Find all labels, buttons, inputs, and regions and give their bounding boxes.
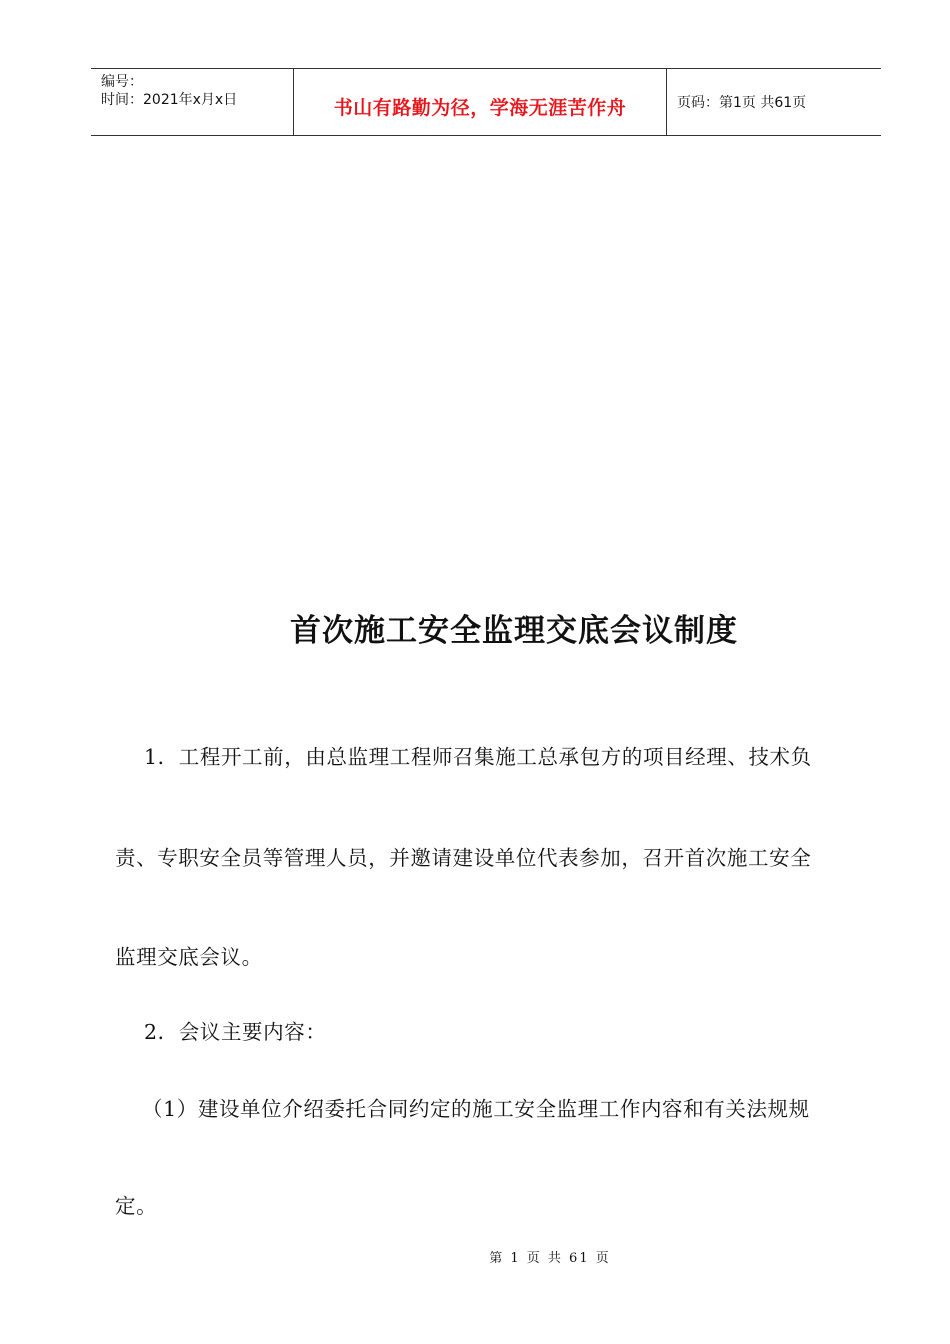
paragraph-line: （1）建设单位介绍委托合同约定的施工安全监理工作内容和有关法规规 [142,1097,810,1121]
page-code-label: 页码：第1页 共61页 [677,95,807,111]
header-page-cell [667,69,881,135]
paragraph-line: 责、专职安全员等管理人员，并邀请建设单位代表参加，召开首次施工安全 [115,846,812,870]
paragraph-line: 定。 [115,1194,158,1218]
date-label: 时间：2021年x月x日 [101,92,238,108]
header-motto-cell [293,69,667,135]
header-info-cell [91,69,293,135]
paragraph-line: 监理交底会议。 [115,945,263,969]
paragraph-line: 1．工程开工前，由总监理工程师召集施工总承包方的项目经理、技术负 [144,745,812,769]
page-header [91,68,881,136]
paragraph-line: 2．会议主要内容： [144,1020,327,1044]
motto-text: 书山有路勤为径，学海无涯苦作舟 [333,97,627,119]
document-title: 首次施工安全监理交底会议制度 [290,613,738,649]
serial-number-label: 编号： [101,74,143,90]
page-footer: 第 1 页 共 61 页 [489,1251,611,1266]
